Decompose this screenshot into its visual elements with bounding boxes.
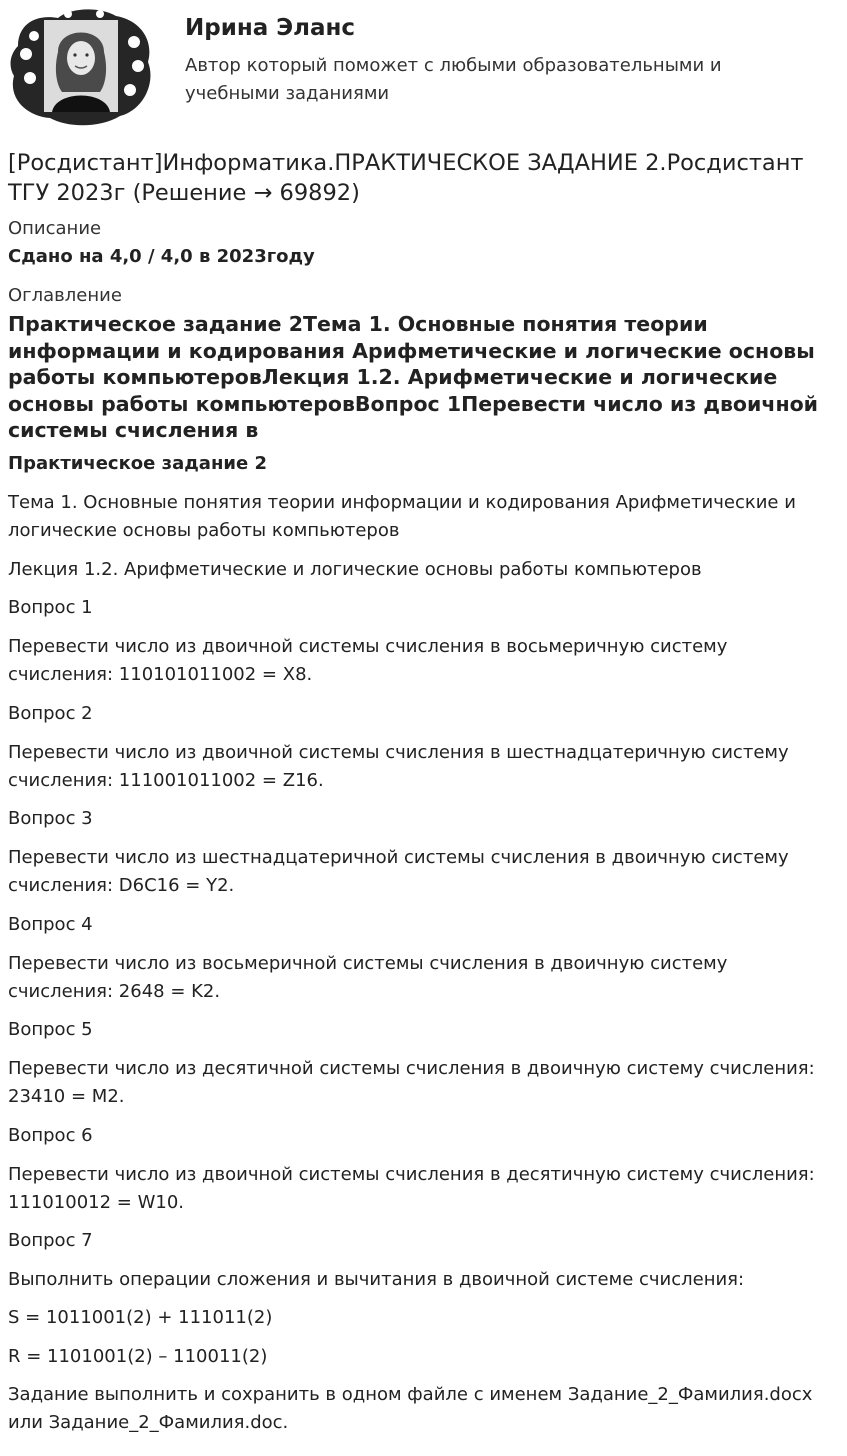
- question-label: Вопрос 6: [8, 1125, 93, 1146]
- question-text: Перевести число из двоичной системы счисления в восьмеричную систему счисления: 110101011002 = X8.: [8, 636, 728, 685]
- question-text: Перевести число из десятичной системы счисления в двоичную систему счисления: 23410 = M2.: [8, 1058, 815, 1107]
- question-text: Перевести число из шестнадцатеричной системы счисления в двоичную систему счисления: D6C16 = Y2.: [8, 847, 789, 896]
- lecture-text: Лекция 1.2. Арифметические и логические основы работы компьютеров: [8, 559, 702, 580]
- equation-r: R = 1101001(2) – 110011(2): [8, 1346, 268, 1367]
- question-text: Перевести число из восьмеричной системы счисления в двоичную систему счисления: 2648 = K2.: [8, 953, 728, 1002]
- final-instruction: Задание выполнить и сохранить в одном файле с именем Задание_2_Фамилия.docx или Задание_2_Фамилия.doc.: [8, 1384, 813, 1433]
- description-label: Описание: [8, 218, 102, 239]
- topic-text: Тема 1. Основные понятия теории информации и кодирования Арифметические и логические основы работы компьютеров: [8, 492, 796, 541]
- equation-s: S = 1011001(2) + 111011(2): [8, 1307, 273, 1328]
- page-title: [Росдистант]Информатика.ПРАКТИЧЕСКОЕ ЗАДАНИЕ 2.Росдистант ТГУ 2023г (Решение → 69892): [8, 150, 804, 206]
- question-label: Вопрос 3: [8, 808, 93, 829]
- section-heading: Практическое задание 2: [8, 453, 267, 474]
- question-label: Вопрос 5: [8, 1019, 93, 1040]
- question-label: Вопрос 4: [8, 914, 93, 935]
- author-description: Автор который поможет с любыми образовательными и учебными заданиями: [185, 55, 722, 104]
- author-card: [8, 6, 838, 128]
- question-text: Перевести число из двоичной системы счисления в шестнадцатеричную систему счисления: 111001011002 = Z16.: [8, 742, 789, 791]
- question-label: Вопрос 2: [8, 703, 93, 724]
- author-avatar[interactable]: [8, 6, 154, 128]
- toc-label: Оглавление: [8, 285, 122, 306]
- toc-text: Практическое задание 2Тема 1. Основные понятия теории информации и кодирования Арифметические и логические основы работы компьютеровЛекция 1.2. Арифметические и логические основы работы компьютеровВопрос 1Перевести число из двоичной системы счисления в: [8, 312, 819, 442]
- question-text: Перевести число из двоичной системы счисления в десятичную систему счисления: 111010012 = W10.: [8, 1164, 815, 1213]
- description-text: Сдано на 4,0 / 4,0 в 2023году: [8, 246, 315, 267]
- question-label: Вопрос 7: [8, 1230, 93, 1251]
- question-text: Выполнить операции сложения и вычитания в двоичной системе счисления:: [8, 1269, 745, 1290]
- question-label: Вопрос 1: [8, 597, 93, 618]
- author-name[interactable]: Ирина Эланс: [185, 15, 356, 41]
